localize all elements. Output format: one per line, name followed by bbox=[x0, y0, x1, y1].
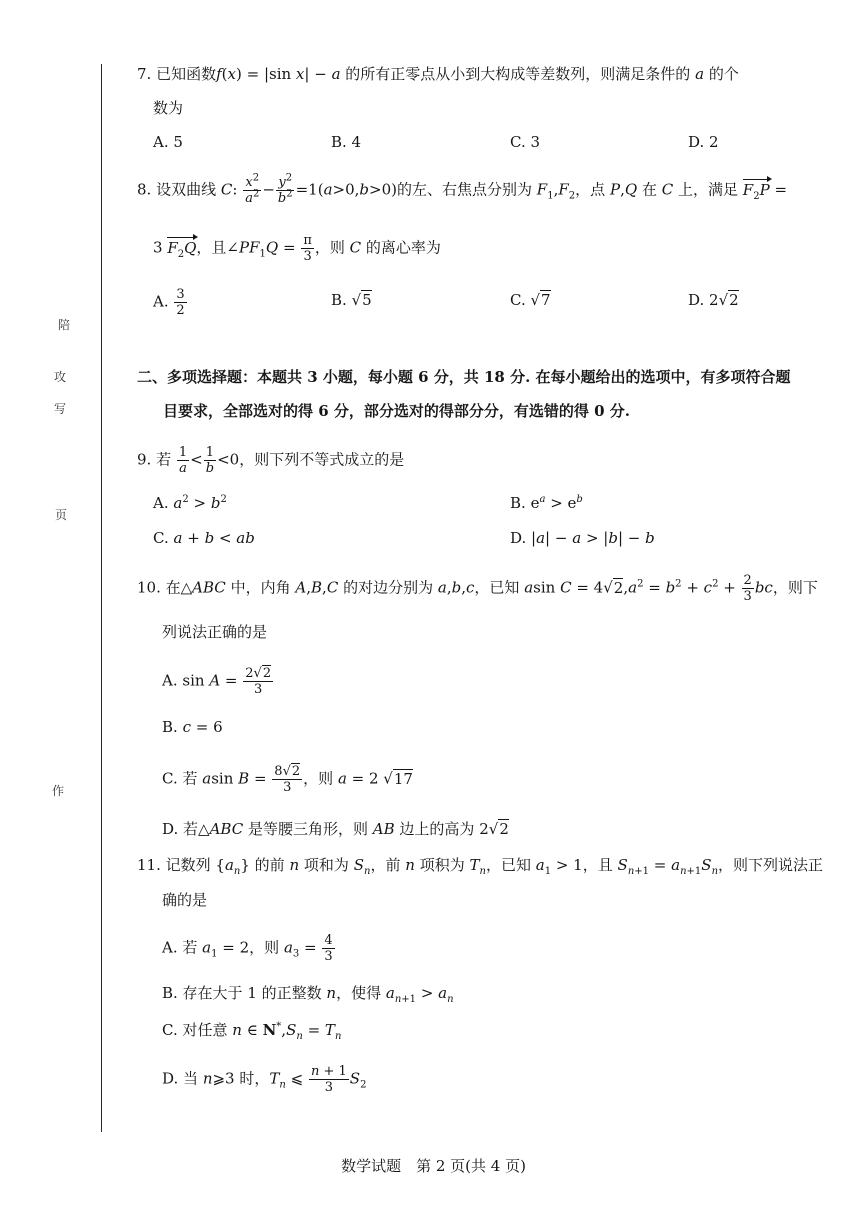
side-mark: 攻 bbox=[54, 370, 67, 384]
margin-line bbox=[101, 64, 102, 1132]
q10-option-c: C. 若 asin B = $\frac{8√2}{3}$ ，则 a = 2 √17 bbox=[162, 764, 413, 795]
q11-option-d: D. 当 n⩾3 时，$T_n$ ⩽ $\frac{n + 1}{3}$ $S_2$ bbox=[162, 1064, 367, 1095]
q7-option-a: A. 5 bbox=[153, 133, 183, 151]
q10-option-b: B. c = 6 bbox=[162, 718, 223, 736]
q7-option-d: D. 2 bbox=[688, 133, 719, 151]
q9-option-b: B. $e^a > e^b$ bbox=[510, 494, 583, 512]
page-footer: 数学试题 第 2 页(共 4 页) bbox=[341, 1157, 526, 1175]
q10-option-d: D. 若△ABC 是等腰三角形，则 AB 边上的高为 2√2 bbox=[162, 820, 509, 838]
q9-option-c: C. a + b < ab bbox=[153, 529, 255, 547]
section-2-heading-line-2: 目要求，全部选对的得 6 分，部分选对的得部分分，有选错的得 0 分. bbox=[163, 402, 630, 420]
section-2-heading-line-1: 二、多项选择题：本题共 3 小题，每小题 6 分，共 18 分. 在每小题给出的选项中，有多项符合题 bbox=[137, 368, 791, 386]
q9-option-d: D. |a| − a > |b| − b bbox=[510, 529, 655, 547]
q8-option-b: B. √5 bbox=[331, 291, 372, 309]
side-mark: 页 bbox=[55, 508, 68, 522]
question-11-line-2: 确的是 bbox=[162, 891, 208, 909]
q11-option-a: A. 若 $a_1 = 2$，则 $a_3$ = $\frac{4}{3}$ bbox=[162, 933, 333, 964]
q11-option-c: C. 对任意 n ∈ $N^*,S_n = T_n$ bbox=[162, 1021, 342, 1042]
question-10-line-1: 10. 在△ABC 中，内角 A,B,C 的对边分别为 a,b,c，已知 asin $C = 4√2,a^2 = b^2 + c^2$ + $\frac{2}{3}$ bc，则下 bbox=[137, 573, 818, 604]
q8-option-d: D. 2√2 bbox=[688, 291, 739, 309]
side-mark: 写 bbox=[54, 402, 67, 416]
q7-option-c: C. 3 bbox=[510, 133, 541, 151]
question-10-line-2: 列说法正确的是 bbox=[162, 623, 268, 641]
q7-option-b: B. 4 bbox=[331, 133, 362, 151]
q10-option-a: A. sin A = $\frac{2√2}{3}$ bbox=[162, 666, 272, 697]
question-8-line-1: 8. 设双曲线 C: $\frac{x^2}{a^2}$ − $\frac{y^2}{b^2}$ =1(a>0,b>0)的左、右焦点分别为 $F_1,F_2$，点 P,Q 在 C 上，满足 $F_2P$ = bbox=[137, 172, 788, 206]
question-7-line-1: 7. 已知函数f(x) = |sin x| − a 的所有正零点从小到大构成等差数列，则满足条件的 a 的个 bbox=[137, 65, 739, 83]
q8-option-a: A. $\frac{3}{2}$ bbox=[153, 287, 185, 318]
question-11-line-1: 11. 记数列 $\{a_n\}$ 的前 n 项和为 $S_n$，前 n 项积为 $T_n$，已知 $a_1 > 1$，且 $S_{n+1} = a_{n+1}S_n$，则下列说法正 bbox=[137, 856, 824, 877]
q9-option-a: A. $a^2 > b^2$ bbox=[153, 494, 227, 512]
side-mark: 作 bbox=[52, 784, 65, 798]
side-mark: 陪 bbox=[58, 318, 71, 332]
question-7-line-2: 数为 bbox=[153, 99, 184, 117]
q11-option-b: B. 存在大于 1 的正整数 n，使得 $a_{n+1} > a_n$ bbox=[162, 984, 454, 1005]
q8-option-c: C. √7 bbox=[510, 291, 551, 309]
question-9-line-1: 9. 若 $\frac{1}{a}$ < $\frac{1}{b}$ <0，则下列不等式成立的是 bbox=[137, 445, 405, 476]
question-8-line-2: 3 $F_2Q$，且$\angle PF_1Q$ = $\frac{\pi}{3}$ ，则 C 的离心率为 bbox=[153, 233, 441, 264]
